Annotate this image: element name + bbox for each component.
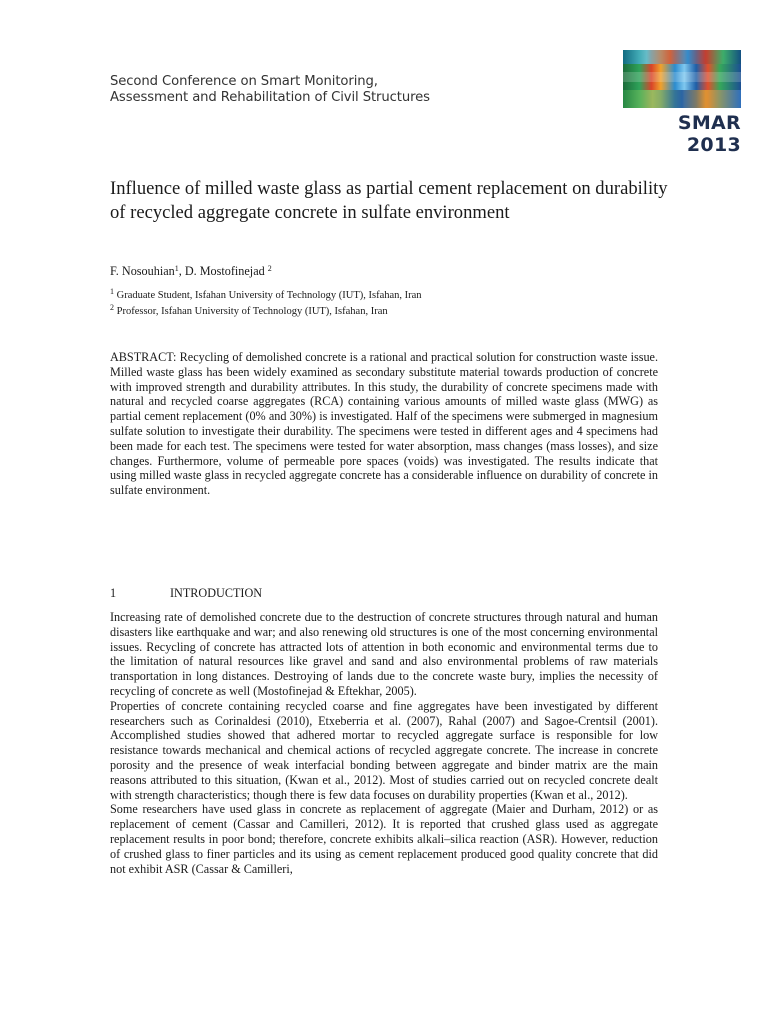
- section-number: 1: [110, 586, 117, 600]
- logo-text: SMAR 2013: [677, 112, 741, 156]
- affiliation-1-text: Graduate Student, Isfahan University of Technology (IUT), Isfahan, Iran: [116, 290, 422, 301]
- intro-paragraph-3: Some researchers have used glass in concrete as replacement of aggregate (Maier and Durham, 2012) or as replacement of cement (Cassar and Camilleri, 2012). It is reported that crushed glass used as aggregate replacement results in poor bond; therefore, concrete exhibits alkali–silica reaction (ASR). However, reduction of crushed glass to finer particles and its using as cement replacement produced good quality concrete that did not exhibit ASR (Cassar & Camilleri,: [110, 802, 658, 876]
- smar-logo: [623, 50, 741, 156]
- conference-header: [110, 74, 430, 106]
- conference-line-2: Assessment and Rehabilitation of Civil Structures: [110, 90, 430, 105]
- affiliation-2: [110, 303, 388, 317]
- author-separator: ,: [178, 264, 185, 278]
- author-1: F. Nosouhian: [110, 264, 175, 278]
- logo-image: [623, 50, 741, 108]
- authors-line: [110, 264, 272, 279]
- affiliation-2-text: Professor, Isfahan University of Technology (IUT), Isfahan, Iran: [116, 306, 388, 317]
- author-2: D. Mostofinejad: [184, 264, 265, 278]
- affiliation-1: [110, 287, 422, 301]
- introduction-body: [110, 610, 658, 876]
- affiliation-1-sup: 1: [110, 287, 114, 296]
- section-heading: [110, 586, 262, 601]
- author-1-sup: 1: [174, 264, 179, 273]
- intro-paragraph-2: Properties of concrete containing recycled coarse and fine aggregates have been investigated by different researchers such as Corinaldesi (2010), Etxeberria et al. (2007), Rahal (2007) and Sagoe-Crentsil (2001). Accomplished studies showed that adhered mortar to recycled aggregate surface is responsible for low resistance towards mechanical and chemical actions of recycled aggregate concrete. The increase in concrete porosity and the presence of weak interfacial bonding between aggregate and binder matrix are the main reasons attributed to this situation, (Kwan et al., 2012). Most of studies carried out on recycled concrete dealt with strength characteristics; though there is few data focuses on durability properties (Kwan et al., 2012).: [110, 698, 658, 802]
- abstract: ABSTRACT: Recycling of demolished concrete is a rational and practical solution for construction waste issue. Milled waste glass has been widely examined as secondary substitute material towards production of concrete with improved strength and durability attributes. In this study, the durability of concrete specimens made with natural and recycled coarse aggregates (RCA) containing various amounts of milled waste glass (MWG) as partial cement replacement (0% and 30%) is investigated. Half of the specimens were submerged in magnesium sulfate solution to investigate their durability. The specimens were tested in different ages and 4 specimens had been made for each test. The specimens were tested for water absorption, mass changes (mass losses), and size changes. Furthermore, volume of permeable pore spaces (voids) was investigated. The results indicate that using milled waste glass in recycled aggregate concrete has a considerable influence on durability of concrete in sulfate environment.: [110, 350, 658, 498]
- author-2-sup: 2: [267, 264, 272, 273]
- intro-paragraph-1: Increasing rate of demolished concrete due to the destruction of concrete structures through natural and human disasters like earthquake and war; and also renewing old structures is one of the most concerning environmental issues. Recycling of concrete has attracted lots of attention in both economic and environmental terms due to the limitation of natural resources like gravel and sand and also environmental problems of raw materials transportation in long distances. Destroying of lands due to the concrete waste bury, implies the necessity of recycling of concrete as well (Mostofinejad & Eftekhar, 2005).: [110, 610, 658, 698]
- conference-line-1: Second Conference on Smart Monitoring,: [110, 74, 378, 89]
- paper-title: Influence of milled waste glass as partial cement replacement on durability of recycled aggregate concrete in sulfate environment: [110, 178, 668, 223]
- affiliation-2-sup: 2: [110, 303, 114, 312]
- section-title: INTRODUCTION: [170, 586, 263, 600]
